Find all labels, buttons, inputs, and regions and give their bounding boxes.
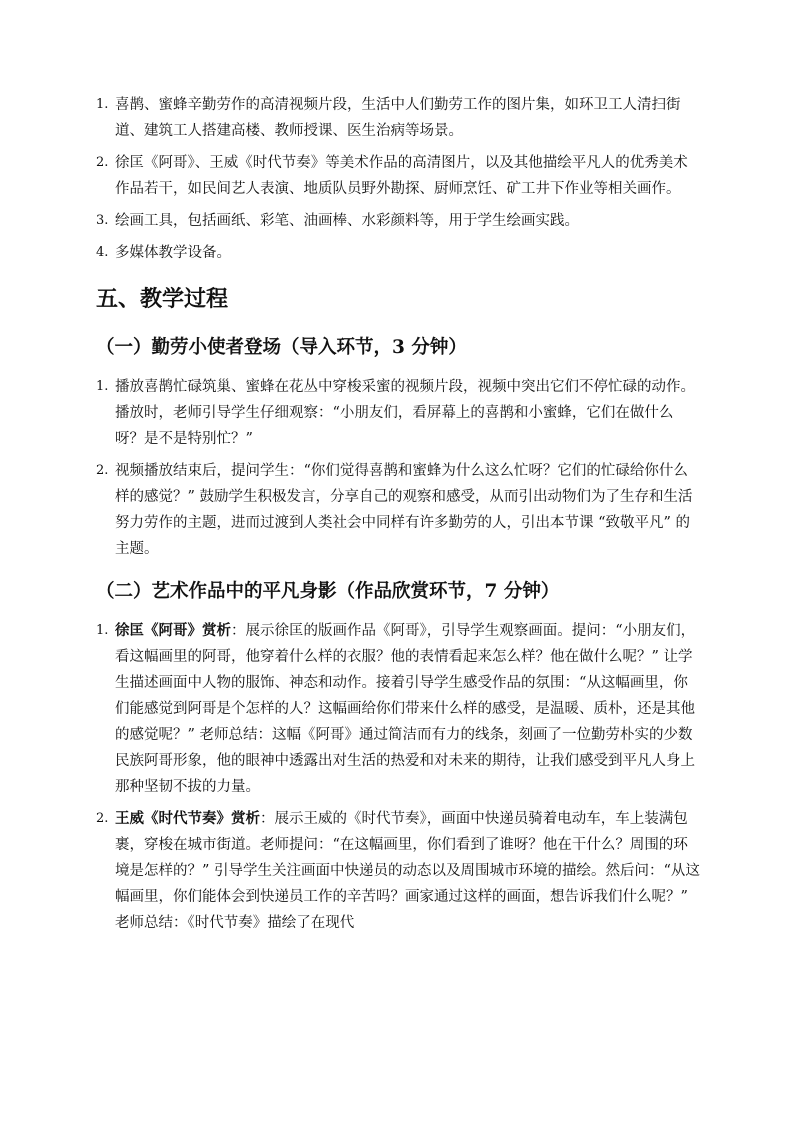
subsection-heading-appreciation: （二）艺术作品中的平凡身影（作品欣赏环节，7 分钟） (96, 581, 560, 602)
list-item (96, 150, 700, 202)
list-number: 1. (96, 623, 109, 638)
list-item (96, 208, 700, 234)
list-lead: 徐匡《阿哥》赏析 (115, 622, 231, 639)
list-text: 视频播放结束后，提问学生：“你们觉得喜鹊和蜜蜂为什么这么忙呀？它们的忙碌给你什么样的感觉？” 鼓励学生积极发言，分享自己的观察和感受，从而引出动物们为了生存和生活努力劳作的主题，进而过渡到人类社会中同样有许多勤劳的人，引出本节课 “致敬平凡” 的主题。 (115, 463, 693, 557)
list-text: 喜鹊、蜜蜂辛勤劳作的高清视频片段，生活中人们勤劳工作的图片集，如环卫工人清扫街道、建筑工人搭建高楼、教师授课、医生治病等场景。 (115, 97, 681, 139)
list-item (96, 618, 700, 800)
list-text: 播放喜鹊忙碌筑巢、蜜蜂在花丛中穿梭采蜜的视频片段，视频中突出它们不停忙碌的动作。播放时，老师引导学生仔细观察：“小朋友们，看屏幕上的喜鹊和小蜜蜂，它们在做什么呀？是不是特别忙？” (115, 379, 695, 447)
list-number: 4. (96, 245, 109, 260)
list-number: 2. (96, 811, 109, 826)
list-text: 绘画工具，包括画纸、彩笔、油画棒、水彩颜料等，用于学生绘画实践。 (115, 213, 579, 229)
list-item (96, 92, 700, 144)
list-number: 2. (96, 463, 109, 478)
list-number: 1. (96, 379, 109, 394)
section-heading: 五、教学过程 (96, 286, 229, 312)
list-item (96, 458, 700, 562)
list-text: ：展示王威的《时代节奏》，画面中快递员骑着电动车，车上装满包裹，穿梭在城市街道。老师提问：“在这幅画里，你们看到了谁呀？他在干什么？周围的环境是怎样的？” 引导学生关注画面中快递员的动态以及周围城市环境的描绘。然后问：“从这幅画里，你们能体会到快递员工作的辛苦吗？画家通过这样的画面，想告诉我们什么呢？” 老师总结：《时代节奏》描绘了在现代 (115, 811, 700, 931)
list-number: 2. (96, 155, 109, 170)
list-text: 徐匡《阿哥》、王威《时代节奏》等美术作品的高清图片，以及其他描绘平凡人的优秀美术作品若干，如民间艺人表演、地质队员野外勘探、厨师烹饪、矿工井下作业等相关画作。 (115, 155, 688, 197)
list-item (96, 240, 700, 266)
list-number: 1. (96, 97, 109, 112)
list-number: 3. (96, 213, 109, 228)
materials-list (96, 92, 700, 266)
list-text: 多媒体教学设备。 (115, 245, 231, 261)
list-item (96, 374, 700, 452)
list-lead: 王威《时代节奏》赏析 (115, 810, 260, 827)
document-page (96, 92, 700, 942)
intro-list (96, 374, 700, 562)
list-item (96, 806, 700, 936)
subsection-heading-intro: （一）勤劳小使者登场（导入环节，3 分钟） (96, 337, 467, 358)
appreciation-list (96, 618, 700, 936)
list-text: ：展示徐匡的版画作品《阿哥》，引导学生观察画面。提问：“小朋友们，看这幅画里的阿哥，他穿着什么样的衣服？他的表情看起来怎么样？他在做什么呢？” 让学生描述画面中人物的服饰、神态和动作。接着引导学生感受作品的氛围：“从这幅画里，你们能感觉到阿哥是个怎样的人？这幅画给你们带来什么样的感受，是温暖、质朴，还是其他的感觉呢？” 老师总结：这幅《阿哥》通过简洁而有力的线条，刻画了一位勤劳朴实的少数民族阿哥形象，他的眼神中透露出对生活的热爱和对未来的期待，让我们感受到平凡人身上那种坚韧不拔的力量。 (115, 623, 696, 795)
